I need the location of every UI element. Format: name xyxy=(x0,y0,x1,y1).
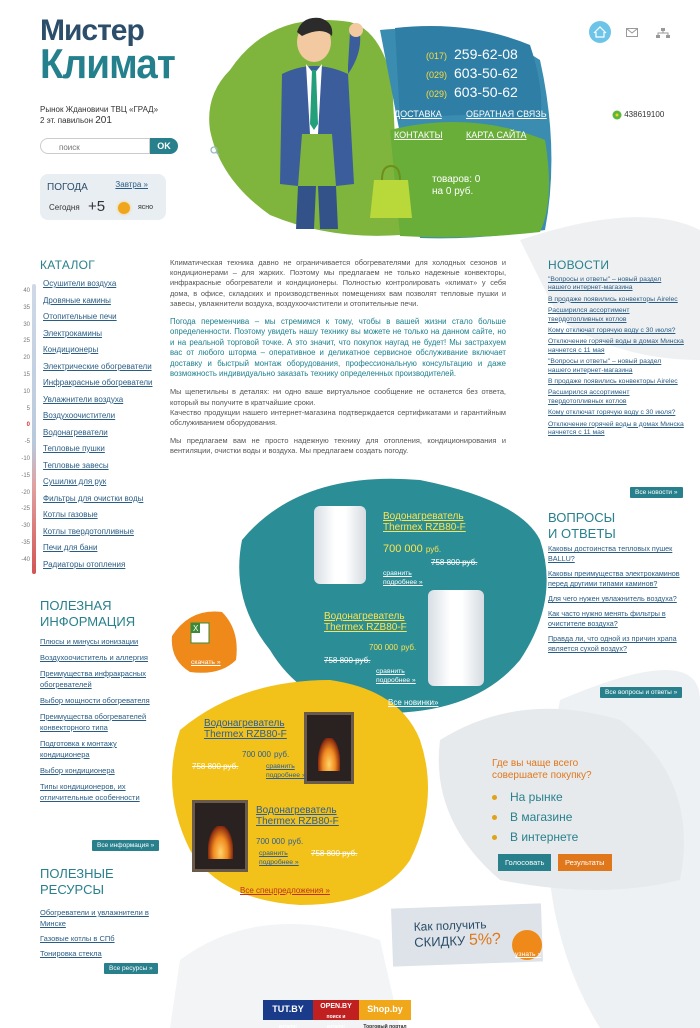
pavilion-number: 201 xyxy=(95,115,112,126)
product-3-compare[interactable]: сравнить подробнее » xyxy=(266,763,306,779)
catalog-item[interactable]: Сушилки для рук xyxy=(43,477,107,486)
useful-info-item[interactable]: Воздухоочиститель и аллергия xyxy=(40,653,148,662)
all-special-link[interactable]: Все спецпредложения » xyxy=(240,886,330,895)
thermometer-bar xyxy=(32,284,36,574)
address-line1: Рынок Ждановичи ТВЦ «ГРАД» xyxy=(40,105,159,114)
catalog-item[interactable]: Осушители воздуха xyxy=(43,279,117,288)
all-new-link[interactable]: Все новинки» xyxy=(388,698,439,707)
catalog-item[interactable]: Электрические обогреватели xyxy=(43,361,152,371)
news-item[interactable]: Кому отключат горячую воду с 30 июля? xyxy=(548,327,676,335)
intro-text xyxy=(170,258,506,465)
excel-icon xyxy=(190,622,210,644)
nav-delivery[interactable]: ДОСТАВКА xyxy=(394,109,442,119)
qa-title-line1: ВОПРОСЫ xyxy=(548,510,616,525)
search-icon xyxy=(210,146,220,156)
thermometer-tick: -25 xyxy=(21,506,30,513)
thermometer-tick: -15 xyxy=(21,472,30,479)
sun-icon xyxy=(118,202,130,214)
product-1-name[interactable]: Водонагреватель Thermex RZB80-F xyxy=(383,511,466,533)
mail-icon[interactable] xyxy=(626,28,638,37)
weather-title: ПОГОДА xyxy=(47,182,88,193)
news-item[interactable]: В продаже появились конвекторы Airelec xyxy=(548,295,678,303)
product-2-compare[interactable]: сравнить подробнее » xyxy=(376,668,416,684)
thermometer-tick: 5 xyxy=(26,405,30,412)
sitemap-icon[interactable] xyxy=(656,28,670,38)
useful-info-list xyxy=(40,636,155,808)
news-item[interactable]: Отключение горячей воды в домах Минска начнется с 11 мая xyxy=(548,420,684,437)
thermometer-tick: 10 xyxy=(23,388,30,395)
qa-item[interactable]: Как часто нужно менять фильтры в очистителе воздуха? xyxy=(548,609,666,628)
catalog-list xyxy=(43,276,163,573)
product-2-old-price: 758 800 руб. xyxy=(324,656,371,665)
product-card-2 xyxy=(324,611,434,685)
thermometer-tick: 30 xyxy=(23,321,30,328)
news-item[interactable]: Расширился ассортимент твердотопливных котлов xyxy=(548,389,630,405)
logo-line1[interactable]: Мистер xyxy=(40,14,144,47)
thermometer-tick: 0 xyxy=(26,422,30,429)
resource-item[interactable]: Газовые котлы в СПб xyxy=(40,934,115,943)
cart-summary[interactable] xyxy=(432,174,480,198)
product-3-price: 700 000 руб. xyxy=(242,750,290,759)
product-4-compare[interactable]: сравнить подробнее » xyxy=(259,850,299,866)
catalog-item[interactable]: Радиаторы отопления xyxy=(43,559,126,569)
phone-number-1: 259-62-08 xyxy=(454,46,518,62)
phone-code-1: (017) xyxy=(426,51,448,61)
thermometer-tick: 40 xyxy=(23,288,30,294)
all-info-button[interactable]: Все информация » xyxy=(92,840,159,851)
catalog-item[interactable]: Котлы газовые xyxy=(43,510,98,519)
search-button[interactable]: OK xyxy=(150,138,178,154)
phone-code-2: (029) xyxy=(426,70,448,80)
thermometer-scale xyxy=(18,284,42,574)
catalog-item[interactable]: Дровяные камины xyxy=(43,295,111,305)
product-4-old-price: 758 800 руб. xyxy=(311,849,358,858)
news-item[interactable]: Отключение горячей воды в домах Минска начнется с 11 мая xyxy=(548,338,684,354)
nav-contacts[interactable]: КОНТАКТЫ xyxy=(394,130,443,140)
product-2-name[interactable]: Водонагреватель Thermex RZB80-F xyxy=(324,611,407,633)
icq-flower-icon xyxy=(612,110,622,120)
home-icon[interactable] xyxy=(588,20,612,44)
svg-text:X: X xyxy=(193,624,199,633)
intro-paragraph-2: Погода переменчива – мы стремимся к тому, чтобы в вашей жизни стало больше определенности. Поэтому увидеть нашу технику вы можете не только на данном сайте, но и на реальной торговой точке. А это значит, что покупок наугад не будет! Мы застрахуем вас от любого шторма – оперативное и деликатное сервисное обслуживание включает доставку и быстрый монтаж оборудования, профессиональную консультацию и даже возможность индивидуально заказать технику определенных производителей. xyxy=(170,317,506,379)
useful-title-line2: ИНФОРМАЦИЯ xyxy=(40,614,136,629)
catalog-item[interactable]: Котлы твердотопливные xyxy=(43,526,134,536)
results-button[interactable]: Результаты xyxy=(558,854,612,871)
cart-items: товаров: 0 xyxy=(432,174,481,185)
shop-by-banner[interactable]: Shop.by Торговый портал xyxy=(359,1000,411,1020)
water-heater-image-1[interactable] xyxy=(314,506,366,584)
phone-numbers xyxy=(426,46,518,103)
weather-day: Сегодня xyxy=(49,203,80,212)
thermometer-tick: 25 xyxy=(23,338,30,345)
news-item[interactable]: Расширился ассортимент твердотопливных котлов xyxy=(548,307,630,323)
product-card-4 xyxy=(256,805,366,867)
catalog-item[interactable]: Тепловые пушки xyxy=(43,444,105,453)
shop-address xyxy=(40,104,158,126)
phone-code-3: (029) xyxy=(426,89,448,99)
catalog-item[interactable]: Печи для бани xyxy=(43,543,98,552)
thermometer-tick: 20 xyxy=(23,355,30,362)
intro-paragraph-3: Мы щепетильны в деталях: ни одно ваше виртуальное сообщение не останется без ответа, который вы получите в кратчайшие сроки. Качество продукции нашего интернет-магазина подтверждается сертификатами и гарантийным обслуживанием оборудования. xyxy=(170,387,506,428)
thermometer-tick: 15 xyxy=(23,372,30,378)
useful-info-item[interactable]: Преимущества обогревателей конвекторного типа xyxy=(40,712,147,732)
qa-title xyxy=(548,510,616,542)
qa-item[interactable]: Для чего нужен увлажнитель воздуха? xyxy=(548,594,677,603)
all-resources-button[interactable]: Все ресурсы » xyxy=(104,963,158,974)
thermometer-tick: -10 xyxy=(21,456,30,462)
phone-number-3: 603-50-62 xyxy=(454,84,518,100)
icq-number: 438619100 xyxy=(624,110,665,120)
weather-tomorrow-link[interactable]: Завтра » xyxy=(115,180,148,189)
intro-paragraph-1: Климатическая техника давно не ограничивается обогревателями для холодных сезонов и кондиционерами – для жарких. Поэтому мы предлагаем не только надежные конвекторы, инфракрасные обогреватели и кондиционеры. Полностью контролировать «климат» у себя дома, в офисе, складских и производственных помещениях вам позволят тепловые пушки и завесы, увлажнители воздуха, воздухоочистители и отопительные печи. xyxy=(170,258,506,308)
poll-question: Где вы чаще всего совершаете покупку? xyxy=(492,758,592,781)
product-1-price: 700 000 руб. xyxy=(383,543,442,555)
useful-info-item[interactable]: Плюсы и минусы ионизации xyxy=(40,637,139,646)
thermometer-tick: 35 xyxy=(23,304,30,311)
shopping-bag-icon[interactable] xyxy=(368,164,414,220)
qa-item[interactable]: Каковы преимущества электрокаминов перед другими типами каминов? xyxy=(548,569,680,588)
catalog-item[interactable]: Инфракрасные обогреватели xyxy=(43,378,153,387)
catalog-item[interactable]: Фильтры для очистки воды xyxy=(43,493,144,503)
catalog-item[interactable]: Кондиционеры xyxy=(43,345,99,354)
qa-title-line2: И ОТВЕТЫ xyxy=(548,526,616,541)
thermometer-tick: -30 xyxy=(21,523,30,530)
cart-sum: на 0 руб. xyxy=(432,186,474,197)
catalog-item[interactable]: Водонагреватели xyxy=(43,427,108,437)
product-4-name[interactable]: Водонагреватель Thermex RZB80-F xyxy=(256,805,339,827)
news-list xyxy=(548,276,684,441)
useful-title-line1: ПОЛЕЗНАЯ xyxy=(40,598,112,613)
water-heater-image-2[interactable] xyxy=(428,590,484,686)
excel-download[interactable] xyxy=(190,622,222,652)
mascot-man-image xyxy=(262,14,382,234)
news-item[interactable]: "Вопросы и ответы" – новый раздел нашего интернет-магазина xyxy=(548,358,662,374)
fireplace-image-2[interactable] xyxy=(192,800,248,872)
useful-info-item[interactable]: Подготовка к монтажу кондиционера xyxy=(40,739,117,759)
product-3-old-price: 758 800 руб. xyxy=(192,762,239,771)
thermometer-tick: -20 xyxy=(21,489,30,496)
footer-banners xyxy=(263,1000,411,1028)
useful-info-item[interactable]: Выбор мощности обогревателя xyxy=(40,696,150,705)
weather-widget xyxy=(40,174,166,220)
qa-list xyxy=(548,544,684,659)
poll-option-3[interactable]: В интернете xyxy=(492,830,578,844)
catalog-item[interactable]: Отопительные печи xyxy=(43,312,117,321)
vote-button[interactable]: Голосовать xyxy=(498,854,551,871)
resources-list xyxy=(40,907,158,963)
nav-sitemap[interactable]: КАРТА САЙТА xyxy=(466,130,527,140)
all-news-button[interactable]: Все новости » xyxy=(630,487,683,498)
nav-feedback[interactable]: ОБРАТНАЯ СВЯЗЬ xyxy=(466,109,547,119)
useful-info-item[interactable]: Преимущества инфракрасных обогревателей xyxy=(40,669,147,689)
discount-line1: Как получить xyxy=(413,917,487,934)
product-card-3 xyxy=(192,718,314,780)
qa-item[interactable]: Каковы достоинства тепловых пушек BALLU? xyxy=(548,544,673,563)
all-qa-button[interactable]: Все вопросы и ответы » xyxy=(600,687,682,698)
news-item[interactable]: "Вопросы и ответы" – новый раздел нашего интернет-магазина xyxy=(548,276,662,292)
catalog-item[interactable]: Тепловые завесы xyxy=(43,460,109,470)
tut-by-banner[interactable]: TUT.BY каталог xyxy=(263,1000,313,1020)
search-input[interactable] xyxy=(40,138,150,154)
poll-option-1[interactable]: На рынке xyxy=(492,790,563,804)
open-by-banner[interactable]: OPEN.BY поиск и каталог xyxy=(313,1000,359,1020)
resource-item[interactable]: Обогреватели и увлажнители в Минске xyxy=(40,908,149,928)
useful-info-item[interactable]: Типы кондиционеров, их отличительные особенности xyxy=(40,782,140,802)
resources-title-line2: РЕСУРСЫ xyxy=(40,882,104,897)
useful-info-item[interactable]: Выбор кондиционера xyxy=(40,766,115,775)
logo-line2[interactable]: Климат xyxy=(40,40,175,87)
product-1-old-price: 758 800 руб. xyxy=(431,558,478,567)
download-link[interactable]: скачать » xyxy=(191,659,221,666)
catalog-item[interactable]: Увлажнители воздуха xyxy=(43,394,124,404)
news-item[interactable]: Кому отключат горячую воду с 30 июля? xyxy=(548,409,676,417)
product-4-price: 700 000 руб. xyxy=(256,837,304,846)
icq-contact[interactable] xyxy=(612,110,664,120)
resources-title-line1: ПОЛЕЗНЫЕ xyxy=(40,866,114,881)
weather-condition: ясно xyxy=(138,204,154,211)
thermometer-tick: -35 xyxy=(21,540,30,546)
news-item[interactable]: В продаже появились конвекторы Airelec xyxy=(548,378,678,386)
poll-option-2[interactable]: В магазине xyxy=(492,810,572,824)
phone-number-2: 603-50-62 xyxy=(454,65,518,81)
product-3-name[interactable]: Водонагреватель Thermex RZB80-F xyxy=(204,718,287,740)
thermometer-tick: -40 xyxy=(21,556,30,563)
thermometer-tick: -5 xyxy=(24,439,30,446)
product-card-1 xyxy=(383,511,493,587)
resources-title xyxy=(40,866,114,898)
catalog-item[interactable]: Электрокамины xyxy=(43,328,103,338)
search-form xyxy=(40,138,178,154)
discount-line2: СКИДКУ 5%? xyxy=(413,930,502,950)
product-1-compare[interactable]: сравнить подробнее » xyxy=(383,570,423,586)
news-title: НОВОСТИ xyxy=(548,258,610,272)
poll-widget xyxy=(450,724,668,882)
qa-item[interactable]: Правда ли, что одной из причин храпа является сухой воздух? xyxy=(548,634,677,653)
product-2-price: 700 000 руб. xyxy=(369,643,417,652)
resource-item[interactable]: Тонировка стекла xyxy=(40,949,102,958)
address-line2: 2 эт. павильон xyxy=(40,116,94,125)
weather-temperature: +5 xyxy=(88,198,106,215)
catalog-item[interactable]: Воздухоочистители xyxy=(43,411,116,420)
intro-paragraph-4: Мы предлагаем вам не просто надежную технику для отопления, кондиционирования и вентиляции, очистки воды и воздуха. Мы предлагаем создать погоду. xyxy=(170,436,506,456)
catalog-title: КАТАЛОГ xyxy=(40,258,96,272)
discount-more-link[interactable]: узнать » xyxy=(515,951,542,958)
useful-info-title xyxy=(40,598,135,630)
